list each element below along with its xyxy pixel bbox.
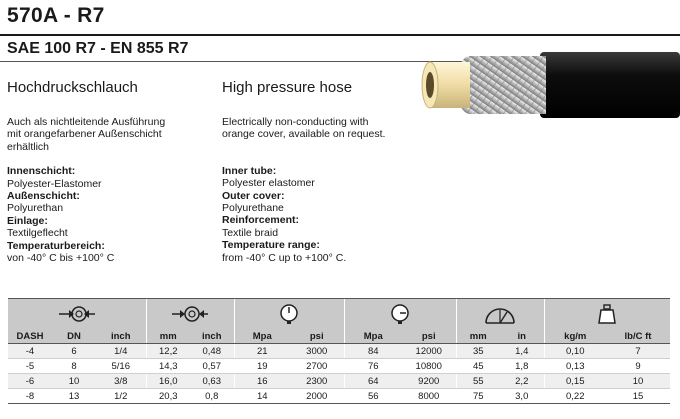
column-header: mm: [456, 329, 500, 344]
german-spec-value: von -40° C bis +100° C: [7, 252, 115, 265]
table-cell: 3/8: [96, 374, 146, 389]
table-cell: 8: [52, 359, 96, 374]
table-cell: 14,3: [146, 359, 190, 374]
table-cell: 0,15: [544, 374, 606, 389]
table-cell: 19: [234, 359, 290, 374]
table-cell: 35: [456, 344, 500, 359]
product-title: 570A - R7: [7, 4, 105, 27]
german-spec-label: Einlage:: [7, 214, 48, 227]
table-cell: 64: [344, 374, 402, 389]
table-cell: 9: [606, 359, 670, 374]
english-note-line: orange cover, available on request.: [222, 128, 386, 141]
burst-pressure-icon: [389, 303, 411, 325]
german-spec-value: Polyurethan: [7, 202, 64, 215]
title-divider: [0, 34, 680, 36]
table-cell: 12000: [402, 344, 456, 359]
english-spec-value: Polyurethane: [222, 202, 284, 215]
english-spec-label: Temperature range:: [222, 239, 320, 252]
table-cell: 12,2: [146, 344, 190, 359]
column-header: in: [500, 329, 544, 344]
table-row: [8, 374, 670, 389]
german-spec-value: Textilgeflecht: [7, 227, 68, 240]
weight-icon: [595, 303, 619, 325]
hose-outer-diameter-icon: [170, 304, 210, 324]
column-header: psi: [290, 329, 344, 344]
table-cell: 55: [456, 374, 500, 389]
column-header: mm: [146, 329, 190, 344]
english-spec-label: Inner tube:: [222, 164, 277, 177]
table-cell: 1,4: [500, 344, 544, 359]
table-cell: 0,13: [544, 359, 606, 374]
pressure-gauge-icon: [278, 303, 300, 325]
column-header: psi: [402, 329, 456, 344]
column-header: lb/C ft: [606, 329, 670, 344]
bend-radius-icon: [483, 303, 517, 325]
german-note-line: mit orangefarbener Außenschicht: [7, 128, 162, 141]
german-spec-label: Innenschicht:: [7, 165, 76, 178]
hose-product-image: [420, 44, 680, 124]
table-cell: 5/16: [96, 359, 146, 374]
german-spec-label: Außenschicht:: [7, 190, 80, 203]
table-cell: -8: [8, 389, 52, 404]
table-cell: 76: [344, 359, 402, 374]
burst-pressure-icon-cell: [344, 299, 456, 330]
table-cell: 1/4: [96, 344, 146, 359]
bend-radius-icon-cell: [456, 299, 544, 330]
german-spec-label: Temperaturbereich:: [7, 239, 105, 252]
table-cell: 0,8: [190, 389, 234, 404]
table-cell: 56: [344, 389, 402, 404]
column-header: Mpa: [344, 329, 402, 344]
table-cell: 84: [344, 344, 402, 359]
inner-diameter-icon-cell: [8, 299, 146, 330]
table-cell: 9200: [402, 374, 456, 389]
column-header: Mpa: [234, 329, 290, 344]
table-cell: 16,0: [146, 374, 190, 389]
table-cell: 10: [52, 374, 96, 389]
table-cell: 2000: [290, 389, 344, 404]
table-row: [8, 344, 670, 359]
specification-table: [8, 298, 670, 404]
table-cell: 0,57: [190, 359, 234, 374]
table-cell: 20,3: [146, 389, 190, 404]
table-cell: 13: [52, 389, 96, 404]
english-spec-label: Outer cover:: [222, 189, 285, 202]
table-cell: 10800: [402, 359, 456, 374]
column-header: inch: [190, 329, 234, 344]
table-cell: 0,48: [190, 344, 234, 359]
column-header: inch: [96, 329, 146, 344]
german-heading: Hochdruckschlauch: [7, 79, 138, 96]
working-pressure-icon-cell: [234, 299, 344, 330]
column-header: kg/m: [544, 329, 606, 344]
table-cell: 2700: [290, 359, 344, 374]
column-header: DASH: [8, 329, 52, 344]
english-heading: High pressure hose: [222, 79, 353, 96]
table-cell: 0,22: [544, 389, 606, 404]
table-cell: 10: [606, 374, 670, 389]
table-row: [8, 359, 670, 374]
column-header: DN: [52, 329, 96, 344]
table-cell: 15: [606, 389, 670, 404]
english-spec-value: Polyester elastomer: [222, 177, 315, 190]
table-cell: 21: [234, 344, 290, 359]
english-description: [222, 116, 385, 264]
table-cell: 1/2: [96, 389, 146, 404]
outer-diameter-icon-cell: [146, 299, 234, 330]
table-cell: 3000: [290, 344, 344, 359]
hose-inner-diameter-icon: [57, 304, 97, 324]
table-row: [8, 389, 670, 404]
weight-icon-cell: [544, 299, 670, 330]
german-note-line: Auch als nichtleitende Ausführung: [7, 116, 166, 128]
table-cell: 2300: [290, 374, 344, 389]
table-cell: 8000: [402, 389, 456, 404]
table-header-row: [8, 329, 670, 344]
english-spec-label: Reinforcement:: [222, 214, 300, 227]
table-cell: 16: [234, 374, 290, 389]
table-cell: -6: [8, 374, 52, 389]
table-cell: 1,8: [500, 359, 544, 374]
german-spec-value: Polyester-Elastomer: [7, 177, 102, 190]
english-note-line: Electrically non-conducting with: [222, 116, 369, 128]
german-note-line: erhältlich: [7, 140, 50, 153]
table-cell: 0,10: [544, 344, 606, 359]
table-cell: 0,63: [190, 374, 234, 389]
english-spec-value: from -40° C up to +100° C.: [222, 251, 347, 264]
product-standard: SAE 100 R7 - EN 855 R7: [7, 40, 189, 57]
table-cell: 3,0: [500, 389, 544, 404]
table-cell: -4: [8, 344, 52, 359]
table-cell: 2,2: [500, 374, 544, 389]
table-cell: 14: [234, 389, 290, 404]
table-cell: 75: [456, 389, 500, 404]
table-cell: 7: [606, 344, 670, 359]
english-spec-value: Textile braid: [222, 226, 279, 239]
table-cell: 45: [456, 359, 500, 374]
german-description: [7, 116, 165, 264]
table-cell: -5: [8, 359, 52, 374]
table-cell: 6: [52, 344, 96, 359]
